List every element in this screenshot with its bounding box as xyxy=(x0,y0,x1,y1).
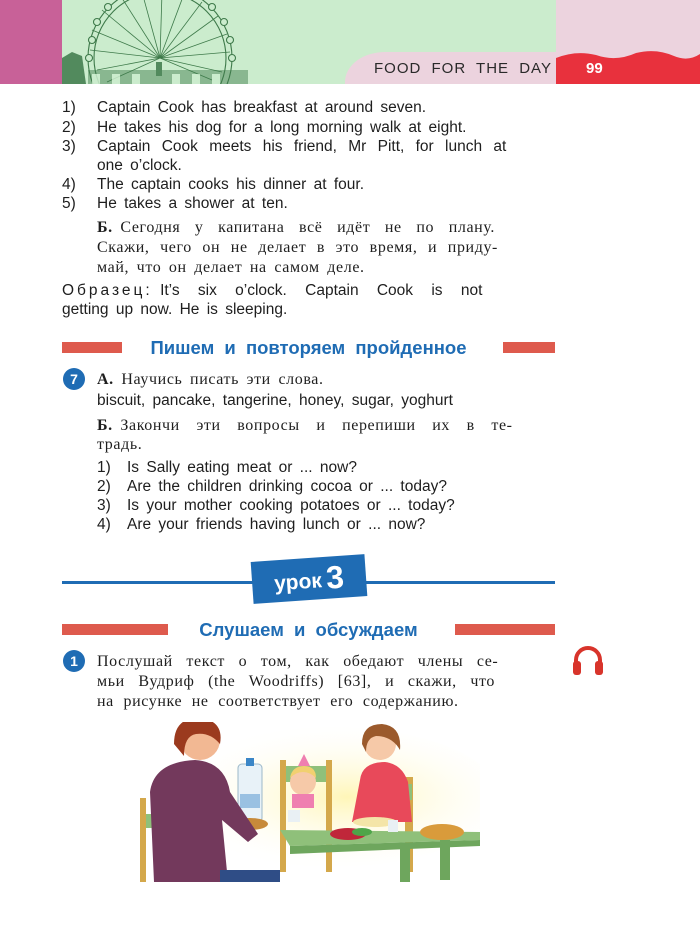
exercise-number-badge: 7 xyxy=(63,368,85,390)
page-header xyxy=(0,0,700,84)
question-text: Is Sally eating meat or ... now? xyxy=(127,459,357,476)
part-label: Б. xyxy=(97,219,113,236)
instruction-text: мьи Вудриф (the Woodriffs) [63], и скажи, что xyxy=(97,673,496,690)
instruction-text: май, что он делает на самом деле. xyxy=(97,259,365,276)
running-title: FOOD FOR THE DAY xyxy=(374,60,552,77)
section-banner-writing xyxy=(62,337,555,359)
list-number: 2) xyxy=(97,478,111,495)
header-left-tab xyxy=(0,0,62,84)
banner-bar-right xyxy=(455,624,555,635)
statement-text: Captain Cook has breakfast at around seven. xyxy=(97,99,427,116)
ex7-part-b xyxy=(97,416,513,435)
instruction-text: Скажи, чего он не делает в это время, и приду- xyxy=(97,239,498,256)
vocabulary-words: biscuit, pancake, tangerine, honey, sugar, yoghurt xyxy=(97,392,453,409)
part-b-line-1 xyxy=(97,218,555,237)
list-number: 5) xyxy=(62,195,76,212)
example-text: getting up now. He is sleeping. xyxy=(62,301,288,318)
section-title: Пишем и повторяем пройденное xyxy=(150,337,467,358)
question-text: Are the children drinking cocoa or ... today? xyxy=(127,478,447,495)
example-text: It’s six o’clock. Captain Cook is not xyxy=(160,282,483,299)
statement-text: Captain Cook meets his friend, Mr Pitt, for lunch at xyxy=(97,138,507,155)
banner-bar-right xyxy=(503,342,555,353)
question-text: Is your mother cooking potatoes or ... today? xyxy=(127,497,455,514)
section-banner-listening xyxy=(62,619,555,641)
part-label: А. xyxy=(97,371,114,388)
list-number: 2) xyxy=(62,119,76,136)
instruction-text: традь. xyxy=(97,436,143,453)
lesson-word: урок xyxy=(273,569,323,596)
part-label: Б. xyxy=(97,417,113,434)
instruction-text: Научись писать эти слова. xyxy=(121,371,324,388)
family-dinner-illustration xyxy=(140,722,480,882)
list-number: 3) xyxy=(97,497,111,514)
page-number-tab xyxy=(556,50,700,84)
section-title: Слушаем и обсуждаем xyxy=(199,619,418,640)
list-number: 4) xyxy=(62,176,76,193)
example-line-1 xyxy=(62,281,482,300)
lesson-number: 3 xyxy=(324,558,346,596)
ex7-part-a xyxy=(97,370,324,389)
instruction-text: Сегодня у капитана всё идёт не по плану. xyxy=(120,219,495,236)
instruction-text: на рисунке не соответствует его содержанию. xyxy=(97,693,459,710)
page-number: 99 xyxy=(586,60,603,77)
statement-text: He takes a shower at ten. xyxy=(97,195,288,212)
statement-text: one o’clock. xyxy=(97,157,182,174)
list-number: 3) xyxy=(62,138,76,155)
headphones-icon[interactable] xyxy=(571,643,605,677)
list-number: 1) xyxy=(62,99,76,116)
instruction-text: Закончи эти вопросы и перепиши их в те- xyxy=(120,417,513,434)
list-number: 1) xyxy=(97,459,111,476)
question-text: Are your friends having lunch or ... now? xyxy=(127,516,426,533)
instruction-text: Послушай текст о том, как обедают члены се- xyxy=(97,653,499,670)
example-label: Образец: xyxy=(62,282,153,299)
exercise-number-badge: 1 xyxy=(63,650,85,672)
statement-text: The captain cooks his dinner at four. xyxy=(97,176,365,193)
statement-text: He takes his dog for a long morning walk at eight. xyxy=(97,119,467,136)
lesson-heading xyxy=(251,554,368,604)
ferris-wheel-illustration xyxy=(62,0,252,84)
list-number: 4) xyxy=(97,516,111,533)
